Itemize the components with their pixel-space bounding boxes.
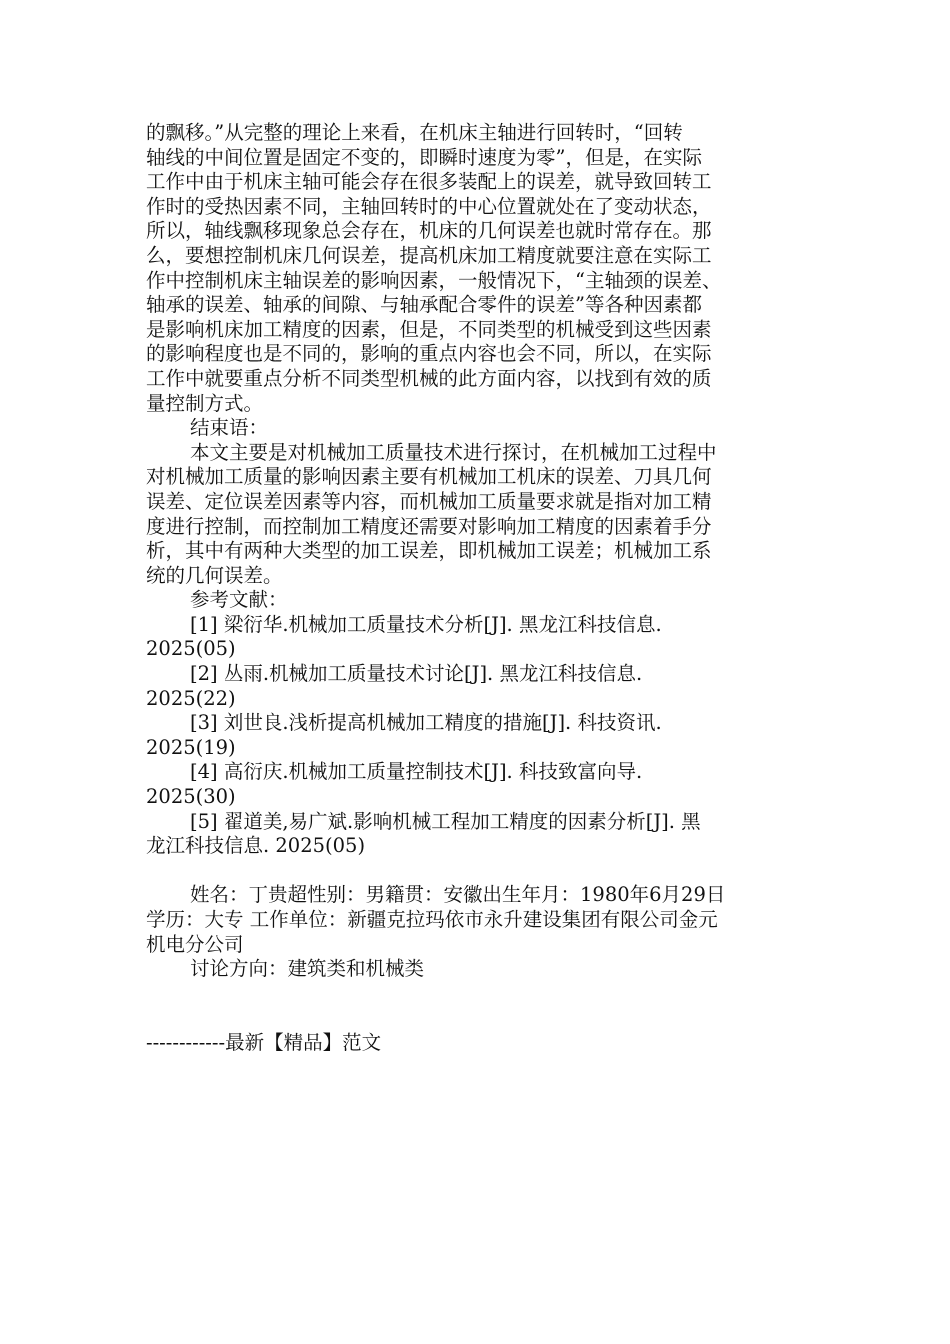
body-line: 么，要想控制机床几何误差，提高机床加工精度就要注意在实际工 (146, 243, 712, 267)
conclusion-line: 误差、定位误差因素等内容，而机械加工质量要求就是指对加工精 (146, 489, 712, 513)
body-line: 的影响程度也是不同的，影响的重点内容也会不同，所以，在实际 (146, 342, 712, 366)
conclusion-heading: 结束语： (190, 416, 269, 440)
page-content (146, 121, 806, 1055)
body-line: 轴承的误差、轴承的间隙、与轴承配合零件的误差”等各种因素都 (146, 293, 702, 317)
body-line: 作时的受热因素不同，主轴回转时的中心位置就处在了变动状态， (146, 194, 712, 218)
reference-item-continued: 2025(05) (146, 637, 236, 661)
conclusion-line: 度进行控制，而控制加工精度还需要对影响加工精度的因素着手分 (146, 514, 712, 538)
body-line: 量控制方式。 (146, 391, 264, 415)
footer (146, 1031, 806, 1056)
reference-item: [5] 翟道美,易广斌.影响机械工程加工精度的因素分析[J]. 黑 (190, 809, 701, 833)
body-paragraph (146, 121, 806, 416)
conclusion-line: 对机械加工质量的影响因素主要有机械加工机床的误差、刀具几何 (146, 465, 712, 489)
author-research-line: 讨论方向：建筑类和机械类 (190, 957, 425, 981)
references-heading: 参考文献： (190, 588, 288, 612)
reference-item-continued: 2025(19) (146, 735, 236, 759)
body-line: 是影响机床加工精度的因素，但是，不同类型的机械受到这些因素 (146, 317, 712, 341)
reference-item: [1] 梁衍华.机械加工质量技术分析[J]. 黑龙江科技信息. (190, 612, 662, 636)
reference-item-continued: 2025(30) (146, 785, 236, 809)
conclusion-line: 统的几何误差。 (146, 563, 283, 587)
body-line: 工作中由于机床主轴可能会存在很多装配上的误差，就导致回转工 (146, 170, 712, 194)
body-line: 所以，轴线飘移现象总会存在，机床的几何误差也就时常存在。那 (146, 219, 712, 243)
author-employer-line: 机电分公司 (146, 932, 244, 956)
conclusion-line: 本文主要是对机械加工质量技术进行探讨，在机械加工过程中 (190, 440, 717, 464)
reference-item-continued: 2025(22) (146, 686, 236, 710)
reference-item: [4] 高衍庆.机械加工质量控制技术[J]. 科技致富向导. (190, 760, 643, 784)
conclusion-section (146, 416, 806, 588)
author-education-line: 学历：大专 工作单位：新疆克拉玛依市永升建设集团有限公司金元 (146, 908, 718, 931)
author-info (146, 883, 806, 981)
conclusion-line: 析，其中有两种大类型的加工误差，即机械加工误差；机械加工系 (146, 539, 712, 563)
body-line: 工作中就要重点分析不同类型机械的此方面内容，以找到有效的质 (146, 366, 712, 390)
references-section (146, 588, 806, 859)
reference-item-continued: 龙江科技信息. 2025(05) (146, 834, 366, 858)
reference-item: [2] 丛雨.机械加工质量技术讨论[J]. 黑龙江科技信息. (190, 662, 643, 686)
body-line: 的飘移。”从完整的理论上来看，在机床主轴进行回转时，“回转 (146, 121, 683, 144)
footer-text: ------------最新【精品】范文 (146, 1030, 382, 1054)
reference-item: [3] 刘世良.浅析提高机械加工精度的措施[J]. 科技资讯. (190, 711, 662, 735)
body-line: 作中控制机床主轴误差的影响因素，一般情况下，“主轴颈的误差、 (146, 268, 722, 292)
author-name-line: 姓名：丁贵超性别：男籍贯：安徽出生年月：1980年6月29日 (190, 883, 726, 907)
body-line: 轴线的中间位置是固定不变的，即瞬时速度为零”，但是，在实际 (146, 145, 702, 169)
